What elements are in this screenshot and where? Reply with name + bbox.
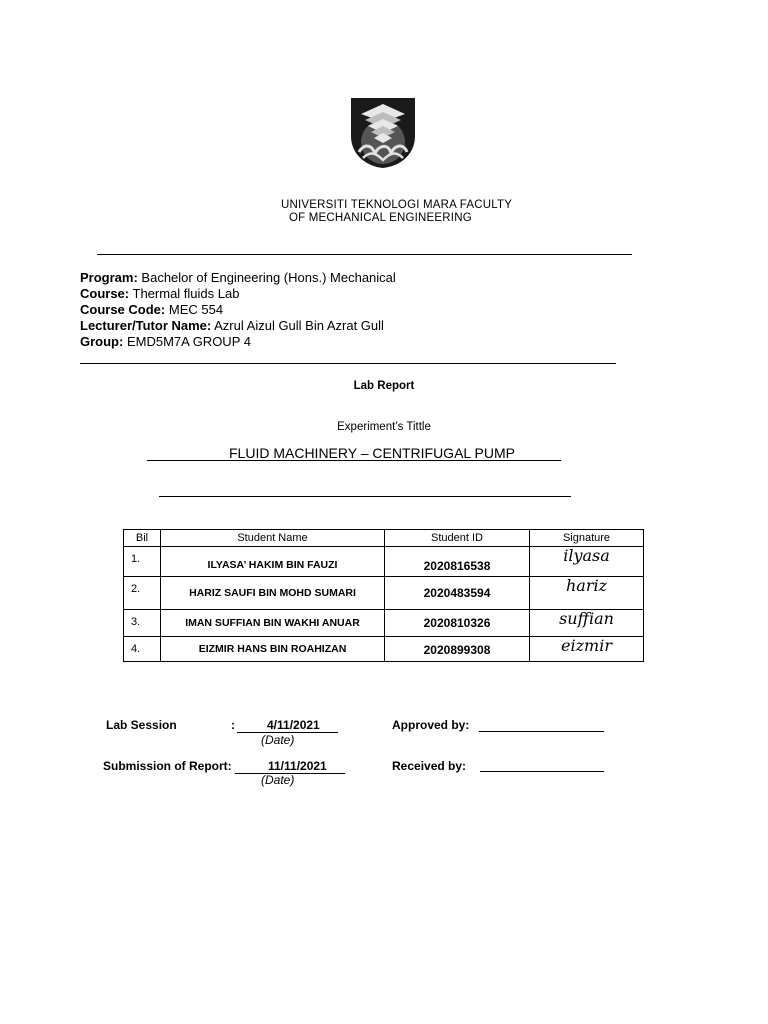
university-name-line2: OF MECHANICAL ENGINEERING xyxy=(289,212,472,224)
report-type: Lab Report xyxy=(353,380,415,392)
group-row xyxy=(80,334,396,350)
lecturer-label: Lecturer/Tutor Name: xyxy=(80,318,212,333)
table-header-row xyxy=(124,530,644,547)
group-label: Group: xyxy=(80,334,124,349)
row-student-name: IMAN SUFFIAN BIN WAKHI ANUAR xyxy=(161,610,385,637)
uitm-logo xyxy=(351,98,415,168)
row-bil: 2. xyxy=(124,577,161,610)
students-table xyxy=(123,529,644,662)
row-student-name: EIZMIR HANS BIN ROAHIZAN xyxy=(161,637,385,662)
row-student-id: 2020899308 xyxy=(385,637,530,662)
experiment-title: FLUID MACHINERY – CENTRIFUGAL PUMP xyxy=(229,445,516,461)
group-value: EMD5M7A GROUP 4 xyxy=(126,334,251,349)
course-code-label: Course Code: xyxy=(80,302,166,317)
header-signature: Signature xyxy=(530,530,644,547)
row-bil: 1. xyxy=(124,547,161,577)
course-row xyxy=(80,286,396,302)
university-name-line1: UNIVERSITI TEKNOLOGI MARA FACULTY xyxy=(281,199,513,211)
header-student-id: Student ID xyxy=(385,530,530,547)
row-bil: 3. xyxy=(124,610,161,637)
row-signature: eizmir xyxy=(530,637,644,662)
row-student-id: 2020810326 xyxy=(385,610,530,637)
separator-title-blank xyxy=(159,496,571,497)
header-bil: Bil xyxy=(124,530,161,547)
table-row xyxy=(124,610,644,637)
course-label: Course: xyxy=(80,286,130,301)
lab-session-colon: : xyxy=(231,718,235,732)
lecturer-value: Azrul Aizul Gull Bin Azrat Gull xyxy=(214,318,384,333)
header-student-name: Student Name xyxy=(161,530,385,547)
lab-session-date: 4/11/2021 xyxy=(267,718,320,732)
table-row xyxy=(124,547,644,577)
table-row xyxy=(124,637,644,662)
submission-date: 11/11/2021 xyxy=(268,759,327,773)
approved-by-label: Approved by: xyxy=(392,718,470,732)
experiment-title-line xyxy=(147,444,561,461)
lecturer-row xyxy=(80,318,396,334)
lab-session-date-hint: (Date) xyxy=(261,733,295,747)
approved-by-line xyxy=(479,731,604,732)
row-student-id: 2020483594 xyxy=(385,577,530,610)
course-details xyxy=(80,270,396,350)
lab-session-line xyxy=(237,718,338,733)
course-code-row xyxy=(80,302,396,318)
experiment-title-label: Experiment’s Tittle xyxy=(337,421,431,433)
row-student-name: ILYASA’ HAKIM BIN FAUZI xyxy=(161,547,385,577)
row-student-id: 2020816538 xyxy=(385,547,530,577)
table-row xyxy=(124,577,644,610)
row-student-name: HARIZ SAUFI BIN MOHD SUMARI xyxy=(161,577,385,610)
row-bil: 4. xyxy=(124,637,161,662)
row-signature: ilyasa xyxy=(530,547,644,577)
submission-date-hint: (Date) xyxy=(261,773,295,787)
received-by-label: Received by: xyxy=(392,759,467,773)
lab-session-label: Lab Session xyxy=(106,718,177,732)
course-value: Thermal fluids Lab xyxy=(132,286,240,301)
separator-details xyxy=(80,363,616,364)
separator-top xyxy=(97,254,632,255)
row-signature: suffian xyxy=(530,610,644,637)
received-by-line xyxy=(480,771,604,772)
row-signature: hariz xyxy=(530,577,644,610)
program-label: Program: xyxy=(80,270,138,285)
submission-line xyxy=(235,759,345,774)
submission-label: Submission of Report: xyxy=(103,759,232,773)
program-value: Bachelor of Engineering (Hons.) Mechanical xyxy=(141,270,396,285)
program-row xyxy=(80,270,396,286)
course-code-value: MEC 554 xyxy=(168,302,224,317)
